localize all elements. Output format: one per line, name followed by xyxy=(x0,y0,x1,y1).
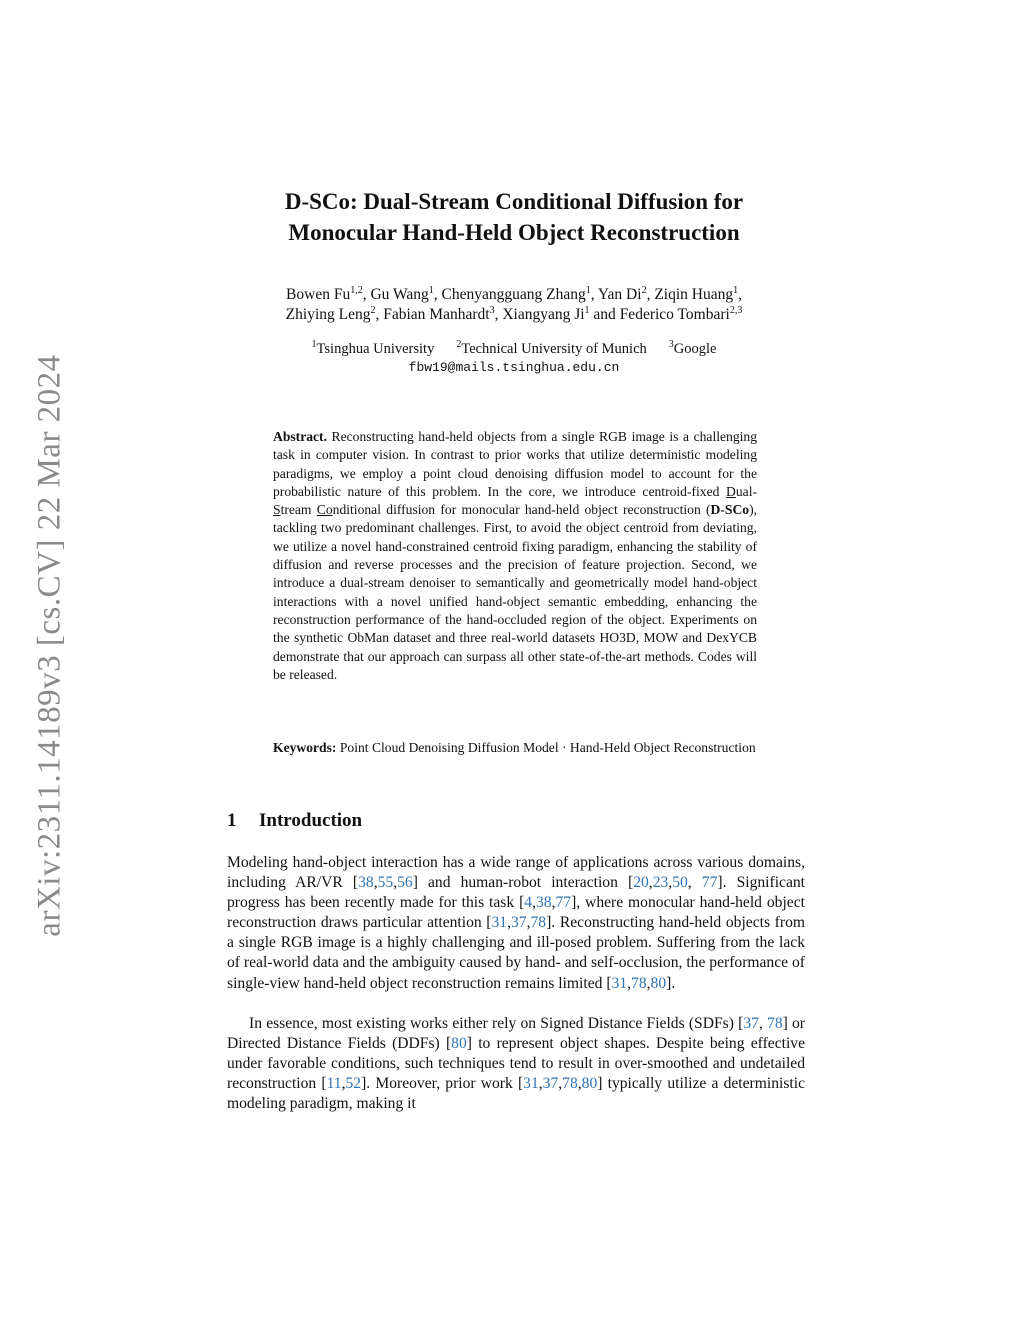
citation-link[interactable]: 37 xyxy=(511,914,527,932)
keywords xyxy=(273,739,757,757)
paragraph-text: ]. Reconstructing hand-held objects from a single RGB image is a highly challenging and ill-posed problem. Suffering from the lack of real-world data and the ambiguity caused by hand- and self-occlusion, the performance of single-view hand-held object reconstruction remains limited [ xyxy=(227,914,805,992)
citation-link[interactable]: 31 xyxy=(611,974,628,992)
author-affiliation-mark: 1,2 xyxy=(350,285,363,296)
paragraph-text: ] to represent object shapes. Despite being effective under favorable conditions, such techniques tend to result in over-smoothed and undetailed reconstruction [ xyxy=(227,1035,806,1093)
author-affiliation-mark: 2 xyxy=(370,305,376,316)
arxiv-side-stamp xyxy=(20,350,80,940)
author-affiliation-mark: 2,3 xyxy=(729,305,743,316)
keywords-label: Keywords: xyxy=(273,740,337,755)
section-title: Introduction xyxy=(259,810,363,831)
paragraph-text: ] or Directed Distance Fields (DDFs) [ xyxy=(227,1015,805,1053)
affiliation-name: Google xyxy=(673,341,717,357)
author-name: Zhiying Leng xyxy=(285,306,371,323)
author-affiliation-mark: 2 xyxy=(641,285,647,296)
affiliation-mark: 2 xyxy=(456,339,462,350)
author-affiliation-mark: 1 xyxy=(428,285,434,296)
section-number: 1 xyxy=(227,810,237,831)
affiliation-mark: 3 xyxy=(668,339,674,350)
paragraph-text: ]. Moreover, prior work [ xyxy=(361,1075,524,1093)
citation-link[interactable]: 56 xyxy=(397,874,413,892)
citation-link[interactable]: 78 xyxy=(631,974,647,992)
paragraph-text: ] and human-robot interaction [ xyxy=(412,874,634,892)
citation-link[interactable]: 23 xyxy=(652,874,669,892)
citation-link[interactable]: 20 xyxy=(633,874,649,892)
author-list xyxy=(200,285,828,325)
title-line-2: Monocular Hand-Held Object Reconstruction xyxy=(288,220,740,245)
paragraph-text: Modeling hand-object interaction has a wide range of applications across various domains, including AR/VR [ xyxy=(227,854,805,892)
paragraph-text: In essence, most existing works either rely on Signed Distance Fields (SDFs) [ xyxy=(249,1015,744,1032)
citation-link[interactable]: 80 xyxy=(581,1075,598,1093)
contact-email: fbw19@mails.tsinghua.edu.cn xyxy=(408,360,620,375)
arxiv-identifier: arXiv:2311.14189v3 [cs.CV] 22 Mar 2024 xyxy=(31,353,68,937)
author-name: Bowen Fu xyxy=(286,286,351,303)
abstract-label: Abstract. xyxy=(273,429,327,444)
author-line-1: Bowen Fu$^{1,2}$, Gu Wang$^1$, Chenyangguang Zhang$^1$, Yan Di$^2$, Ziqin Huang$^1$, xyxy=(286,285,742,303)
citation-link[interactable]: 38 xyxy=(535,894,552,912)
citation-link[interactable]: 78 xyxy=(562,1075,578,1093)
intro-paragraph-1: Modeling hand-object interaction has a wide range of applications across various domains, including AR/VR [38,55,56] and human-robot interaction [20,23,50, 77]. Significant progress has been recently made for this task [4,38,77], where monocular hand-held object reconstruction draws particular attention [31,37,78]. Reconstructing hand-held objects from a single RGB image is a highly challenging and ill-posed problem. Suffering from the lack of real-world data and the ambiguity caused by hand- and self-occlusion, the performance of single-view hand-held object reconstruction remains limited [31,78,80]. xyxy=(227,854,806,992)
author-name: Xiangyang Ji xyxy=(502,306,585,323)
acronym-rest: tream xyxy=(280,502,317,518)
affiliation-mark: 1 xyxy=(311,339,317,350)
author-name: Gu Wang xyxy=(370,286,429,303)
citation-link[interactable]: 4 xyxy=(524,894,533,912)
method-name: D-SCo xyxy=(710,502,750,518)
citation-link[interactable]: 78 xyxy=(530,914,547,932)
author-affiliation-mark: 3 xyxy=(489,305,495,316)
citation-link[interactable]: 11 xyxy=(326,1075,342,1093)
citation-link[interactable]: 52 xyxy=(345,1075,362,1093)
title-line-1: D-SCo: Dual-Stream Conditional Diffusion for xyxy=(284,189,744,214)
keywords-text: Point Cloud Denoising Diffusion Model · Hand-Held Object Reconstruction xyxy=(339,740,756,755)
affiliations xyxy=(200,340,828,358)
acronym-letter: S xyxy=(273,502,281,518)
author-affiliation-mark: 1 xyxy=(733,285,739,296)
citation-link[interactable]: 37 xyxy=(743,1015,759,1032)
abstract-text: Reconstructing hand-held objects from a single RGB image is a challenging task in computer vision. In contrast to prior works that utilize deterministic modeling paradigms, we employ a point cloud denoising diffusion model to account for the probabilistic nature of this problem. In the core, we introduce centroid-fixed xyxy=(273,429,757,499)
intro-paragraph-2: In essence, most existing works either rely on Signed Distance Fields (SDFs) [37, 78] or Directed Distance Fields (DDFs) [80] to represent object shapes. Despite being effective under favorable conditions, such techniques tend to result in over-smoothed and undetailed reconstruction [11,52]. Moreover, prior work [31,37,78,80] typically utilize a deterministic modeling paradigm, making it xyxy=(227,1015,806,1113)
acronym-rest: nditional xyxy=(332,502,381,518)
acronym-letter: D xyxy=(726,483,736,499)
acronym-letter: Co xyxy=(316,502,333,518)
paragraph-text: ]. xyxy=(666,974,676,992)
abstract-text: diffusion for monocular hand-held object reconstruction ( xyxy=(381,502,711,518)
author-line-2: Zhiying Leng$^2$, Fabian Manhardt$^3$, Xiangyang Ji$^1$ and Federico Tombari$^{2,3}$ xyxy=(285,305,743,323)
citation-link[interactable]: 55 xyxy=(377,874,394,892)
affiliation-name: Technical University of Munich xyxy=(461,341,647,357)
section-heading xyxy=(227,810,807,832)
paragraph-text: ] typically utilize a deterministic modeling paradigm, making it xyxy=(227,1075,805,1113)
citation-link[interactable]: 37 xyxy=(542,1075,559,1093)
citation-link[interactable]: 77 xyxy=(555,894,572,912)
citation-link[interactable]: 31 xyxy=(491,914,508,932)
citation-link[interactable]: 50 xyxy=(672,874,688,892)
affiliation-name: Tsinghua University xyxy=(316,341,435,357)
author-name: Ziqin Huang xyxy=(654,286,734,303)
citation-link[interactable]: 78 xyxy=(767,1015,783,1032)
citation-link[interactable]: 80 xyxy=(451,1035,467,1053)
author-name: Fabian Manhardt xyxy=(383,306,490,323)
author-name: Yan Di xyxy=(597,286,642,303)
citation-link[interactable]: 77 xyxy=(701,874,718,892)
paragraph-text: ]. Significant progress has been recently made for this task [ xyxy=(227,874,806,912)
citation-link[interactable]: 38 xyxy=(358,874,374,892)
citation-link[interactable]: 31 xyxy=(523,1075,539,1093)
author-name: Federico Tombari xyxy=(619,306,730,323)
abstract xyxy=(273,428,757,684)
author-affiliation-mark: 1 xyxy=(585,285,591,296)
paragraph-text: ], where monocular hand-held object reconstruction draws particular attention [ xyxy=(227,894,805,932)
author-name: Chenyangguang Zhang xyxy=(441,286,586,303)
acronym-rest: ual- xyxy=(735,483,757,499)
paper-title xyxy=(200,186,828,248)
author-affiliation-mark: 1 xyxy=(584,305,590,316)
citation-link[interactable]: 80 xyxy=(650,974,667,992)
abstract-text: ), tackling two predominant challenges. First, to avoid the object centroid from deviating, we utilize a novel hand-constrained centroid fixing paradigm, enhancing the stability of diffusion and reverse processes and the precision of feature projection. Second, we introduce a dual-stream denoiser to semantically and geometrically model hand-object interactions with a novel unified hand-object semantic embedding, enhancing the reconstruction performance of the hand-occluded region of the object. Experiments on the synthetic ObMan dataset and three real-world datasets HO3D, MOW and DexYCB demonstrate that our approach can surpass all other state-of-the-art methods. Codes will be released. xyxy=(273,502,758,682)
